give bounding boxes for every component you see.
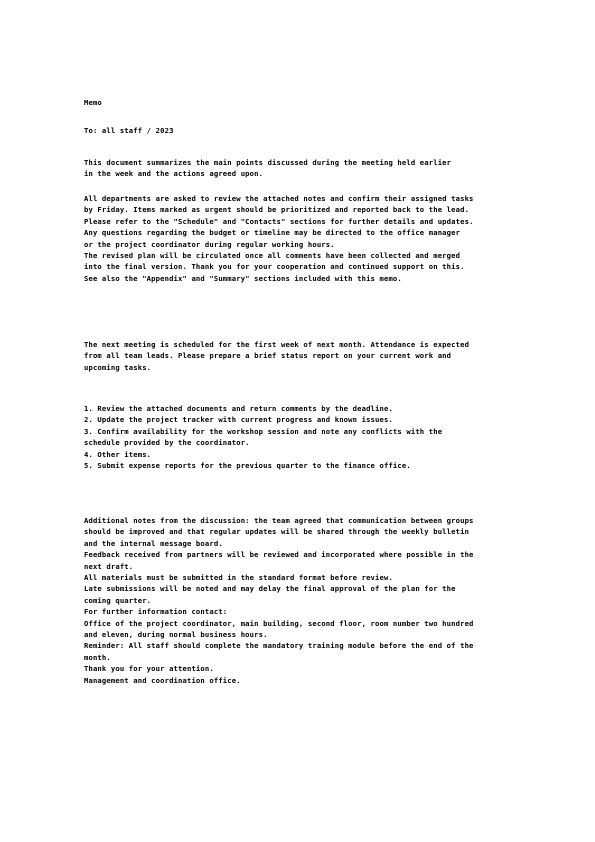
paragraph-5 [84,515,511,686]
numbered-list [84,403,511,471]
text-line: upcoming tasks. [84,362,152,372]
text-line: All departments are asked to review the attached notes and confirm their assigned tasks [84,194,474,203]
text-line: next draft. [84,561,134,571]
text-line: from all team leads. Please prepare a brief status report on your current work and [84,351,452,361]
text-line: should be improved and that regular updates will be shared through the weekly bulletin [84,527,470,537]
list-item: 2. Update the project tracker with current progress and known issues. [84,415,393,425]
heading-text: Memo [84,98,102,107]
memo-heading [84,97,511,108]
list-item: 4. Other items. [84,449,152,459]
text-line: Management and coordination office. [84,675,241,685]
text-line: Office of the project coordinator, main building, second floor, room number two hundred [84,618,474,628]
paragraph-1 [84,157,511,180]
memo-date-line [84,125,511,136]
text-line: Please refer to the "Schedule" and "Contacts" sections for further details and updates. [84,216,474,226]
list-item: schedule provided by the coordinator. [84,438,250,448]
text-line: into the final version. Thank you for your cooperation and continued support on this. [84,262,465,272]
text-line: and eleven, during normal business hours. [84,630,268,640]
text-line: or the project coordinator during regular working hours. [84,239,335,249]
list-item: 5. Submit expense reports for the previous quarter to the finance office. [84,461,411,471]
paragraph-3 [84,339,511,373]
text-line: All materials must be submitted in the standard format before review. [84,573,393,583]
date-line-text: To: all staff / 2023 [84,126,174,135]
text-line: For further information contact: [84,607,228,617]
text-line: Late submissions will be noted and may delay the final approval of the plan for the [84,584,456,594]
text-line: month. [84,652,111,662]
text-line: Any questions regarding the budget or timeline may be directed to the office manager [84,228,461,238]
list-item: 3. Confirm availability for the workshop session and note any conflicts with the [84,426,443,436]
text-line: coming quarter. [84,595,152,605]
text-line: The next meeting is scheduled for the first week of next month. Attendance is expected [84,340,470,349]
text-line: Thank you for your attention. [84,664,214,674]
text-line: and the internal message board. [84,538,223,548]
paragraph-2 [84,193,511,284]
text-line: Additional notes from the discussion: the team agreed that communication between groups [84,516,474,525]
text-line: This document summarizes the main points discussed during the meeting held earlier [84,158,452,167]
text-line: in the week and the actions agreed upon. [84,169,264,179]
text-line: by Friday. Items marked as urgent should be prioritized and reported back to the lead. [84,205,470,215]
text-line: Reminder: All staff should complete the mandatory training module before the end of the [84,641,474,651]
list-item: 1. Review the attached documents and return comments by the deadline. [84,404,393,413]
text-line: The revised plan will be circulated once all comments have been collected and merged [84,251,461,261]
text-line: Feedback received from partners will be reviewed and incorporated where possible in the [84,550,474,560]
text-line: See also the "Appendix" and "Summary" sections included with this memo. [84,273,402,283]
